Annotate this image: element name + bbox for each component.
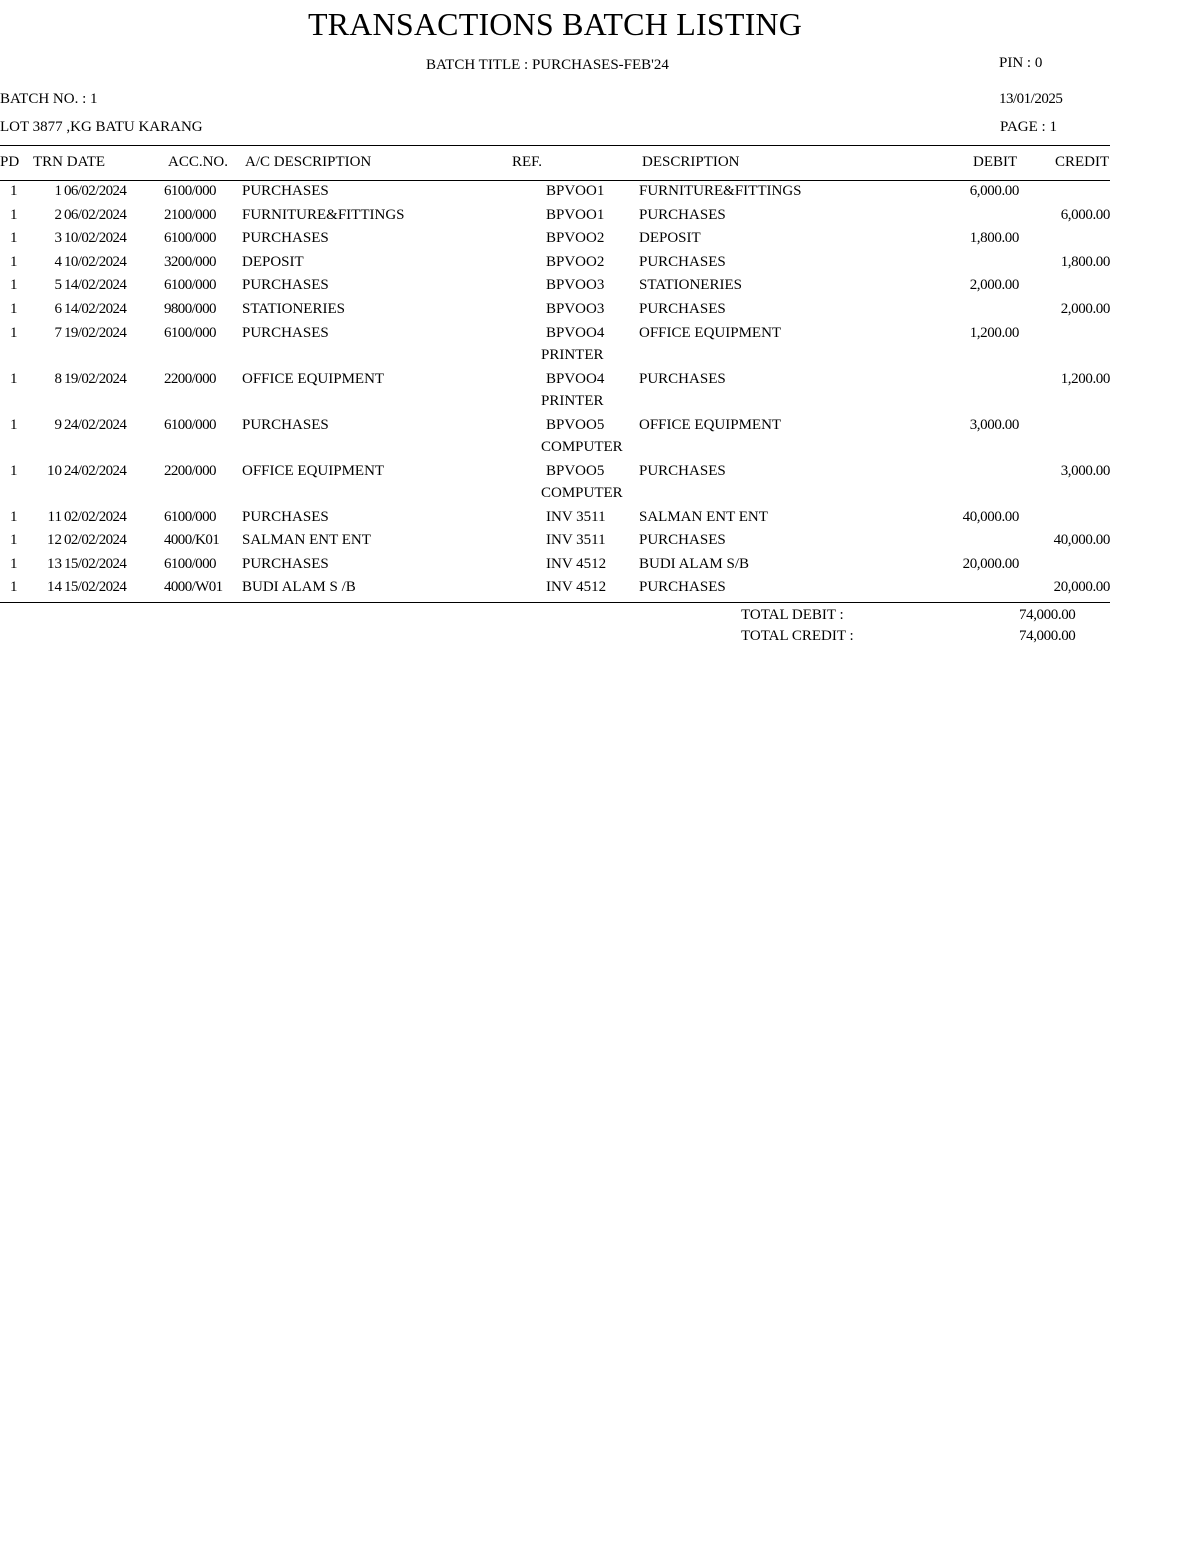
row-ref: INV 4512 xyxy=(546,579,607,596)
row-line-number: 3 xyxy=(54,230,62,247)
total-credit-label: TOTAL CREDIT : xyxy=(741,628,854,644)
row-trn-date: 24/02/2024 xyxy=(64,462,127,479)
row-pd: 1 xyxy=(10,183,18,199)
row-ref: BPVOO5 xyxy=(546,416,605,433)
row-ref: INV 3511 xyxy=(546,508,606,525)
row-acc-no: 6100/000 xyxy=(164,230,216,247)
row-ac-description: PURCHASES xyxy=(242,555,329,572)
row-ac-description: SALMAN ENT ENT xyxy=(242,532,371,549)
total-credit-value: 74,000.00 xyxy=(1019,628,1076,644)
row-credit: 1,800.00 xyxy=(1060,253,1110,270)
row-credit: 20,000.00 xyxy=(1053,579,1110,596)
column-header-acc-no: ACC.NO. xyxy=(168,154,229,170)
row-description: PURCHASES xyxy=(639,579,726,596)
table-row xyxy=(0,462,1110,501)
row-description: PURCHASES xyxy=(639,253,726,270)
row-line-number: 11 xyxy=(47,508,62,525)
row-line-number: 9 xyxy=(54,416,62,433)
column-header-ref: REF. xyxy=(512,154,543,170)
row-credit: 3,000.00 xyxy=(1060,462,1110,479)
row-trn-date: 15/02/2024 xyxy=(64,555,127,572)
row-ac-description: DEPOSIT xyxy=(242,253,304,270)
row-trn-date: 06/02/2024 xyxy=(64,206,127,223)
row-description: PURCHASES xyxy=(639,370,726,387)
row-ref: BPVOO5 xyxy=(546,462,605,479)
row-trn-date: 19/02/2024 xyxy=(64,324,127,341)
row-pd: 1 xyxy=(10,416,18,433)
row-trn-date: 15/02/2024 xyxy=(64,579,127,596)
row-acc-no: 6100/000 xyxy=(164,277,216,294)
row-ref-detail: PRINTER xyxy=(541,392,604,409)
row-line-number: 7 xyxy=(54,324,62,341)
table-row xyxy=(0,532,1110,556)
row-line-number: 13 xyxy=(47,555,62,572)
table-row xyxy=(0,254,1110,278)
table-row xyxy=(0,301,1110,325)
row-ac-description: BUDI ALAM S /B xyxy=(242,579,356,596)
pin: PIN : 0 xyxy=(999,55,1043,71)
row-ac-description: OFFICE EQUIPMENT xyxy=(242,462,385,479)
batch-number: BATCH NO. : 1 xyxy=(0,91,98,107)
row-ac-description: FURNITURE&FITTINGS xyxy=(242,206,405,223)
row-description: PURCHASES xyxy=(639,532,726,549)
report-title: TRANSACTIONS BATCH LISTING xyxy=(307,6,803,42)
row-ac-description: OFFICE EQUIPMENT xyxy=(242,370,385,387)
row-ac-description: STATIONERIES xyxy=(242,301,345,317)
row-pd: 1 xyxy=(10,370,18,387)
header-top-rule xyxy=(0,145,1110,146)
row-debit: 1,200.00 xyxy=(969,324,1019,341)
row-credit: 40,000.00 xyxy=(1053,532,1110,549)
table-row xyxy=(0,183,1110,207)
row-acc-no: 4000/K01 xyxy=(164,532,220,549)
row-line-number: 1 xyxy=(54,183,62,199)
row-ref: BPVOO4 xyxy=(546,324,605,341)
row-acc-no: 6100/000 xyxy=(164,416,216,433)
row-ref: BPVOO2 xyxy=(546,253,605,270)
row-ref: BPVOO4 xyxy=(546,370,605,387)
table-row xyxy=(0,207,1110,231)
row-line-number: 14 xyxy=(47,579,62,596)
row-trn-date: 19/02/2024 xyxy=(64,370,127,387)
row-ref: INV 4512 xyxy=(546,555,607,572)
row-trn-date: 14/02/2024 xyxy=(64,301,127,317)
row-trn-date: 06/02/2024 xyxy=(64,183,127,199)
row-line-number: 10 xyxy=(47,462,62,479)
row-description: PURCHASES xyxy=(639,206,726,223)
row-line-number: 8 xyxy=(54,370,62,387)
table-row xyxy=(0,579,1110,603)
row-ac-description: PURCHASES xyxy=(242,324,329,341)
row-ac-description: PURCHASES xyxy=(242,230,329,247)
row-description: DEPOSIT xyxy=(639,230,701,247)
row-debit: 3,000.00 xyxy=(969,416,1019,433)
total-debit-label: TOTAL DEBIT : xyxy=(741,607,844,623)
row-line-number: 5 xyxy=(54,277,62,294)
row-pd: 1 xyxy=(10,206,18,223)
row-ref: BPVOO3 xyxy=(546,301,605,317)
row-description: PURCHASES xyxy=(639,301,726,317)
total-debit-value: 74,000.00 xyxy=(1019,607,1076,623)
row-credit: 6,000.00 xyxy=(1060,206,1110,223)
row-acc-no: 9800/000 xyxy=(164,301,216,317)
row-line-number: 12 xyxy=(47,532,62,549)
row-description: BUDI ALAM S/B xyxy=(639,555,750,572)
table-row xyxy=(0,324,1110,363)
row-debit: 2,000.00 xyxy=(969,277,1019,294)
company-address: LOT 3877 ,KG BATU KARANG xyxy=(0,119,203,135)
row-pd: 1 xyxy=(10,230,18,247)
row-acc-no: 6100/000 xyxy=(164,508,216,525)
table-row xyxy=(0,416,1110,455)
row-ref-detail: PRINTER xyxy=(541,346,604,363)
table-row xyxy=(0,370,1110,409)
row-acc-no: 2200/000 xyxy=(164,370,216,387)
row-description: STATIONERIES xyxy=(639,277,742,294)
report-date: 13/01/2025 xyxy=(999,91,1063,107)
row-credit: 1,200.00 xyxy=(1060,370,1110,387)
row-pd: 1 xyxy=(10,277,18,294)
row-ref: BPVOO1 xyxy=(546,206,605,223)
row-trn-date: 10/02/2024 xyxy=(64,230,127,247)
row-ref: BPVOO3 xyxy=(546,277,605,294)
column-header-debit: DEBIT xyxy=(973,154,1018,170)
row-acc-no: 2100/000 xyxy=(164,206,216,223)
column-header-credit: CREDIT xyxy=(1055,154,1110,170)
row-ac-description: PURCHASES xyxy=(242,183,329,199)
row-trn-date: 24/02/2024 xyxy=(64,416,127,433)
column-header-ac-description: A/C DESCRIPTION xyxy=(245,154,372,170)
row-acc-no: 6100/000 xyxy=(164,183,216,199)
batch-title: BATCH TITLE : PURCHASES-FEB'24 xyxy=(426,57,669,73)
row-pd: 1 xyxy=(10,555,18,572)
table-row xyxy=(0,277,1110,301)
row-pd: 1 xyxy=(10,253,18,270)
row-ac-description: PURCHASES xyxy=(242,508,329,525)
header-bottom-rule xyxy=(0,180,1110,181)
row-pd: 1 xyxy=(10,301,18,317)
row-description: PURCHASES xyxy=(639,462,726,479)
row-acc-no: 4000/W01 xyxy=(164,579,223,596)
row-trn-date: 10/02/2024 xyxy=(64,253,127,270)
table-row xyxy=(0,230,1110,254)
row-line-number: 2 xyxy=(54,206,62,223)
table-row xyxy=(0,509,1110,533)
table-header xyxy=(0,154,1110,178)
row-ref-detail: COMPUTER xyxy=(541,438,623,455)
row-ac-description: PURCHASES xyxy=(242,416,329,433)
row-acc-no: 3200/000 xyxy=(164,253,216,270)
column-header-description: DESCRIPTION xyxy=(642,154,740,170)
row-description: OFFICE EQUIPMENT xyxy=(639,324,782,341)
column-header-trn-date: TRN DATE xyxy=(33,154,106,170)
row-ref: BPVOO2 xyxy=(546,230,605,247)
row-trn-date: 14/02/2024 xyxy=(64,277,127,294)
row-ref-detail: COMPUTER xyxy=(541,484,623,501)
row-trn-date: 02/02/2024 xyxy=(64,532,127,549)
table-row xyxy=(0,556,1110,580)
row-pd: 1 xyxy=(10,579,18,596)
row-debit: 1,800.00 xyxy=(969,230,1019,247)
row-credit: 2,000.00 xyxy=(1060,301,1110,317)
row-ref: BPVOO1 xyxy=(546,183,605,199)
row-pd: 1 xyxy=(10,532,18,549)
row-pd: 1 xyxy=(10,462,18,479)
page-number: PAGE : 1 xyxy=(1000,119,1057,135)
column-header-pd: PD xyxy=(0,154,20,170)
row-trn-date: 02/02/2024 xyxy=(64,508,127,525)
row-debit: 6,000.00 xyxy=(969,183,1019,199)
row-description: OFFICE EQUIPMENT xyxy=(639,416,782,433)
row-acc-no: 6100/000 xyxy=(164,555,216,572)
row-debit: 40,000.00 xyxy=(962,508,1019,525)
row-pd: 1 xyxy=(10,324,18,341)
row-description: FURNITURE&FITTINGS xyxy=(639,183,802,199)
row-description: SALMAN ENT ENT xyxy=(639,508,768,525)
row-pd: 1 xyxy=(10,508,18,525)
row-debit: 20,000.00 xyxy=(962,555,1019,572)
row-ac-description: PURCHASES xyxy=(242,277,329,294)
row-line-number: 4 xyxy=(54,253,62,270)
row-ref: INV 3511 xyxy=(546,532,606,549)
row-acc-no: 2200/000 xyxy=(164,462,216,479)
row-acc-no: 6100/000 xyxy=(164,324,216,341)
table-bottom-rule xyxy=(0,602,1110,603)
row-line-number: 6 xyxy=(54,301,62,317)
